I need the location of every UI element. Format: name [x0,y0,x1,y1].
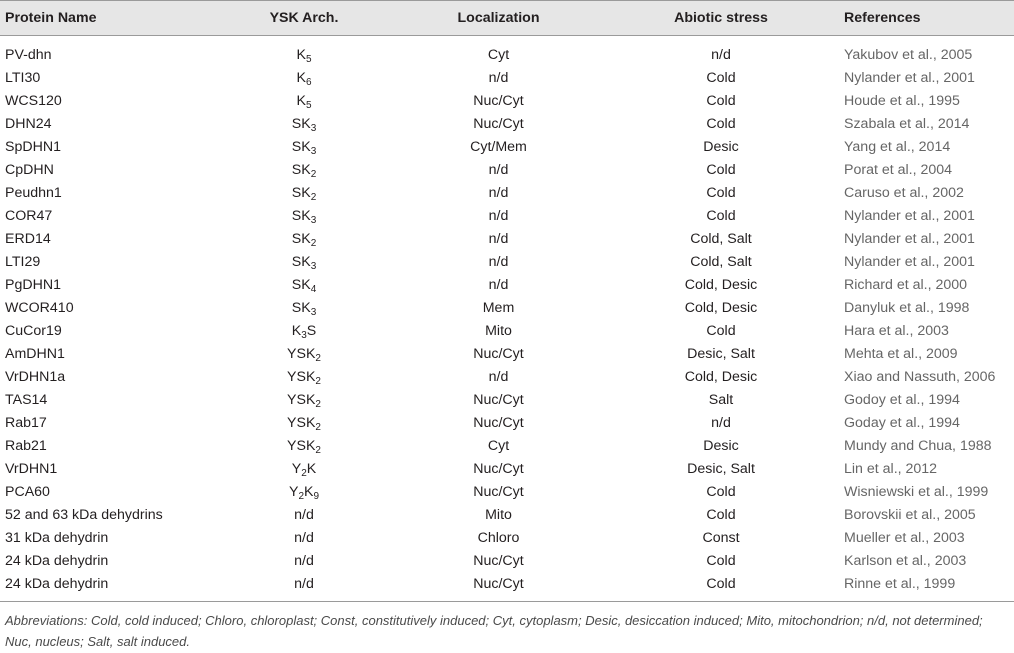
cell-abiotic-stress: Cold [706,70,736,86]
cell-protein-name: TAS14 [5,392,48,408]
cell-abiotic-stress: Cold, Salt [690,231,752,247]
cell-reference: Caruso et al., 2002 [844,185,964,201]
cell-ysk-arch [217,320,391,343]
cell-localization: Nuc/Cyt [391,573,606,602]
cell-localization: Chloro [477,530,520,546]
table-row [0,550,1014,573]
arch-segment: Y [291,461,302,477]
cell-ysk-arch [217,458,391,481]
cell-abiotic-stress: Desic [703,139,739,155]
cell-reference: Yang et al., 2014 [844,139,951,155]
table-row [0,228,1014,251]
cell-protein-name: 24 kDa dehydrin [5,553,109,569]
table-row [0,136,1014,159]
cell-localization: n/d [488,277,509,293]
arch-subscript: 3 [301,330,307,341]
cell-reference: Danyluk et al., 1998 [844,300,970,316]
cell-localization: Nuc/Cyt [473,461,524,477]
cell-reference: Nylander et al., 2001 [844,254,975,270]
header-localization: Localization [391,1,606,36]
arch-segment: K [296,93,306,109]
cell-abiotic-stress: Cold [706,162,736,178]
header-row [0,1,1014,36]
arch-segment: SK [291,208,311,224]
table-row [0,36,1014,67]
arch-segment: K [291,323,302,339]
cell-reference: Porat et al., 2004 [844,162,953,178]
cell-protein-name: 52 and 63 kDa dehydrins [5,507,163,523]
cell-protein-name: 31 kDa dehydrin [5,530,109,546]
cell-ysk-arch [217,159,391,182]
arch-subscript: 5 [305,100,312,111]
cell-localization: Nuc/Cyt [473,553,524,569]
cell-localization: n/d [488,185,509,201]
cell-protein-name: Peudhn1 [5,185,62,201]
cell-localization: n/d [488,162,509,178]
cell-ysk-arch [217,228,391,251]
table-row [0,159,1014,182]
arch-segment: SK [291,300,311,316]
arch-subscript: 6 [305,77,312,88]
arch-subscript: 2 [310,238,317,249]
table-row [0,366,1014,389]
cell-protein-name: WCOR410 [5,300,74,316]
table-row [0,274,1014,297]
arch-subscript: 3 [310,215,317,226]
arch-segment: K [296,47,306,64]
cell-abiotic-stress: Cold [606,573,836,602]
cell-ysk-arch [217,90,391,113]
table-row [0,481,1014,504]
cell-protein-name: SpDHN1 [5,139,61,155]
cell-ysk-arch [217,182,391,205]
cell-reference: Mehta et al., 2009 [844,346,958,362]
arch-segment: n/d [294,507,314,523]
cell-localization: Nuc/Cyt [473,484,524,500]
arch-segment: SK [291,254,311,270]
arch-segment: SK [291,277,311,293]
arch-segment: K [296,70,306,86]
cell-protein-name: WCS120 [5,93,62,109]
header-abiotic-stress: Abiotic stress [606,1,836,36]
cell-localization: n/d [488,369,509,385]
cell-protein-name: DHN24 [5,116,52,132]
arch-subscript: 3 [310,261,317,272]
cell-localization: Cyt/Mem [470,139,527,155]
cell-ysk-arch [217,573,391,602]
cell-protein-name: Rab17 [5,415,47,431]
cell-abiotic-stress: Cold, Salt [690,254,752,270]
table-row [0,320,1014,343]
cell-localization: n/d [488,231,509,247]
cell-abiotic-stress: Cold [706,323,736,339]
header-references: References [836,1,1014,36]
cell-abiotic-stress: Cold, Desic [684,300,758,316]
cell-reference: Borovskii et al., 2005 [844,507,976,523]
cell-protein-name: CpDHN [5,162,54,178]
arch-subscript: 2 [315,422,321,433]
cell-reference: Karlson et al., 2003 [844,553,967,569]
arch-subscript: 3 [310,146,317,157]
cell-abiotic-stress: Cold [706,116,736,132]
cell-abiotic-stress: Cold [706,93,736,109]
arch-subscript: 2 [298,491,304,502]
cell-protein-name: PgDHN1 [5,277,61,293]
cell-protein-name: LTI29 [5,254,41,270]
arch-subscript: 4 [310,284,317,295]
cell-reference: Rinne et al., 1999 [836,573,1014,602]
arch-subscript: 9 [313,491,320,502]
arch-subscript: 2 [315,353,321,364]
cell-abiotic-stress: Cold [706,208,736,224]
table-header [0,1,1014,36]
cell-localization: Nuc/Cyt [473,116,524,132]
arch-segment: SK [291,231,311,247]
cell-abiotic-stress: Cold, Desic [684,369,758,385]
cell-localization: n/d [488,70,509,86]
cell-abiotic-stress: Const [702,530,740,546]
arch-subscript: 3 [310,123,317,134]
table-row [0,343,1014,366]
cell-abiotic-stress: Cold [706,484,736,500]
table-row [0,113,1014,136]
cell-ysk-arch [217,389,391,412]
cell-localization: Cyt [487,438,510,454]
cell-ysk-arch [217,550,391,573]
cell-localization: n/d [488,208,509,224]
table-row [0,67,1014,90]
arch-segment: YSK [287,415,316,431]
cell-ysk-arch [217,412,391,435]
cell-ysk-arch [217,36,391,67]
arch-subscript: 2 [315,376,321,387]
cell-protein-name: AmDHN1 [5,346,65,362]
cell-reference: Godoy et al., 1994 [844,392,960,408]
cell-localization: Mem [482,300,515,316]
cell-reference: Wisniewski et al., 1999 [844,484,989,500]
cell-abiotic-stress: n/d [711,47,731,64]
table-row [0,412,1014,435]
cell-localization: n/d [488,254,509,270]
cell-abiotic-stress: Desic, Salt [687,461,755,477]
arch-segment: SK [291,116,311,132]
cell-reference: Nylander et al., 2001 [844,231,975,247]
cell-protein-name: LTI30 [5,70,41,86]
cell-ysk-arch [217,136,391,159]
cell-reference: Xiao and Nassuth, 2006 [844,369,996,385]
cell-abiotic-stress: Cold [706,553,736,569]
cell-reference: Goday et al., 1994 [844,415,960,431]
cell-abiotic-stress: Desic, Salt [687,346,755,362]
arch-segment: YSK [287,346,316,362]
cell-abiotic-stress: Cold, Desic [684,277,758,293]
cell-reference: Mueller et al., 2003 [844,530,965,546]
cell-ysk-arch [217,113,391,136]
arch-segment: Y [288,484,299,500]
cell-protein-name: COR47 [5,208,53,224]
table-body [0,36,1014,602]
cell-reference: Yakubov et al., 2005 [844,47,973,64]
cell-localization: Nuc/Cyt [473,93,524,109]
cell-protein-name: PV-dhn [5,47,52,64]
cell-protein-name: ERD14 [5,231,51,247]
cell-reference: Szabala et al., 2014 [844,116,970,132]
arch-segment: n/d [294,575,314,592]
cell-localization: Nuc/Cyt [473,392,524,408]
arch-subscript: 2 [301,468,307,479]
cell-reference: Nylander et al., 2001 [844,208,975,224]
cell-protein-name: VrDHN1a [5,369,66,385]
cell-ysk-arch [217,274,391,297]
arch-subscript: 2 [310,169,317,180]
cell-reference: Lin et al., 2012 [844,461,938,477]
cell-protein-name: CuCor19 [5,323,62,339]
cell-reference: Mundy and Chua, 1988 [844,438,992,454]
cell-reference: Nylander et al., 2001 [844,70,975,86]
cell-protein-name: 24 kDa dehydrin [0,573,217,602]
cell-localization: Nuc/Cyt [473,415,524,431]
cell-reference: Houde et al., 1995 [844,93,960,109]
table-row [0,251,1014,274]
cell-ysk-arch [217,435,391,458]
table-footnote: Abbreviations: Cold, cold induced; Chloro, chloroplast; Const, constitutively induced; Cyt, cytoplasm; Desic, desiccation induced; Mito, mitochondrion; n/d, not determined; Nuc, nucleus; Salt, salt induced. [5,613,983,649]
arch-segment: S [306,323,317,339]
table-row [0,527,1014,550]
arch-subscript: 5 [305,54,312,66]
arch-subscript: 3 [310,307,317,318]
table-row [0,504,1014,527]
arch-segment: SK [291,185,311,201]
cell-ysk-arch [217,504,391,527]
arch-segment: n/d [294,553,314,569]
table-row [0,435,1014,458]
arch-segment: SK [291,162,311,178]
cell-ysk-arch [217,343,391,366]
header-ysk-arch: YSK Arch. [217,1,391,36]
arch-segment: YSK [287,438,316,454]
table-row [0,297,1014,320]
cell-abiotic-stress: n/d [711,415,731,431]
table-row [0,205,1014,228]
cell-ysk-arch [217,205,391,228]
cell-ysk-arch [217,251,391,274]
cell-reference: Hara et al., 2003 [844,323,949,339]
arch-subscript: 2 [310,192,317,203]
header-protein-name: Protein Name [0,1,217,36]
cell-protein-name: PCA60 [5,484,50,500]
arch-subscript: 2 [315,445,321,456]
cell-protein-name: Rab21 [5,438,47,454]
table-row [0,389,1014,412]
cell-localization: Mito [485,323,512,339]
table-row [0,182,1014,205]
cell-localization: Cyt [487,47,510,64]
table-row [0,573,1014,602]
cell-abiotic-stress: Cold [706,507,736,523]
table-row [0,458,1014,481]
cell-localization: Nuc/Cyt [473,346,524,362]
cell-abiotic-stress: Cold [706,185,736,201]
arch-segment: SK [291,139,311,155]
arch-segment: K [306,461,317,477]
arch-subscript: 2 [315,399,321,410]
arch-segment: YSK [287,392,316,408]
cell-ysk-arch [217,366,391,389]
arch-segment: n/d [294,530,314,546]
cell-ysk-arch [217,297,391,320]
arch-segment: K [304,484,314,500]
cell-ysk-arch [217,67,391,90]
cell-reference: Richard et al., 2000 [844,277,968,293]
cell-ysk-arch [217,481,391,504]
arch-segment: YSK [287,369,316,385]
cell-abiotic-stress: Salt [708,392,734,408]
cell-localization: Mito [485,507,512,523]
cell-abiotic-stress: Desic [703,438,739,454]
cell-ysk-arch [217,527,391,550]
cell-protein-name: VrDHN1 [5,461,58,477]
table-row [0,90,1014,113]
